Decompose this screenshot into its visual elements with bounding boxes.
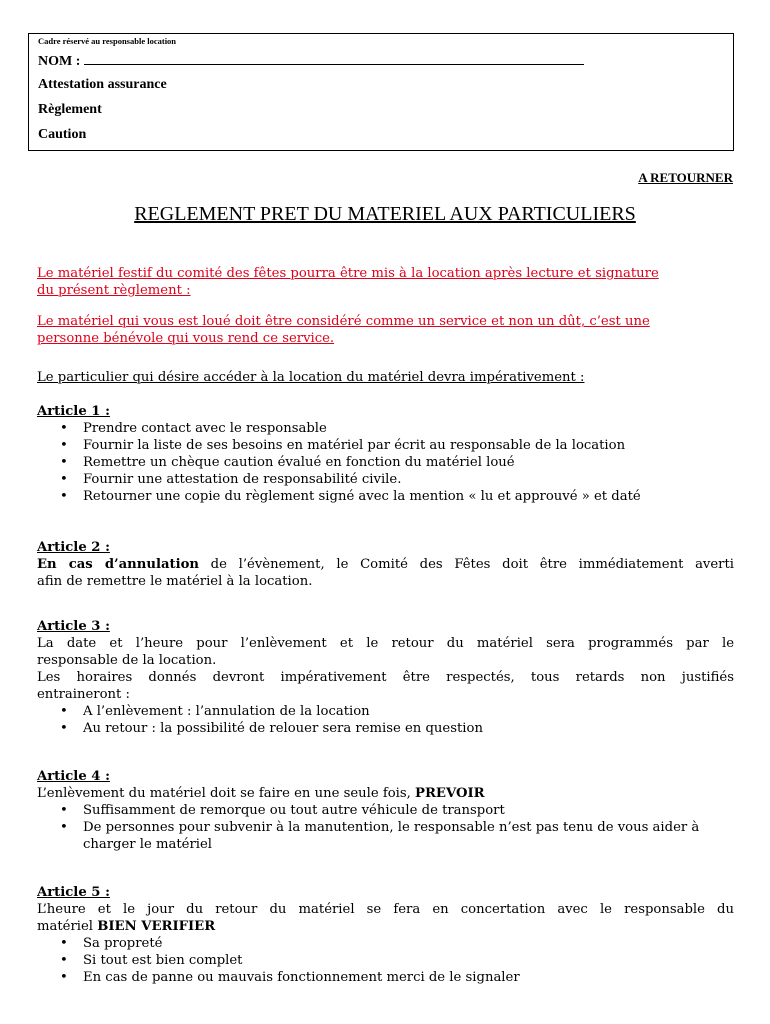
article-4-text-line [37, 785, 734, 802]
article-5-title: Article 5 : [37, 885, 110, 900]
list-item: • A l’enlèvement : l’annulation de la location [37, 703, 734, 720]
notice-1-line-2: du présent règlement : [37, 283, 191, 298]
article-2-title: Article 2 : [37, 540, 110, 555]
list-item: • Fournir une attestation de responsabilité civile. [37, 471, 734, 488]
article-5-text-line-2: matériel [37, 919, 98, 934]
notice-2-line-1: Le matériel qui vous est loué doit être considéré comme un service et non un dût, c’est une [37, 314, 650, 329]
list-item: • Retourner une copie du règlement signé avec la mention « lu et approuvé » et daté [37, 488, 734, 505]
article-3-list [37, 703, 734, 737]
document-title: REGLEMENT PRET DU MATERIEL AUX PARTICULIERS [134, 203, 636, 225]
article-3-title: Article 3 : [37, 619, 110, 634]
nom-line [84, 51, 584, 65]
article-4-bold-word: PREVOIR [415, 786, 485, 801]
list-item: • Suffisamment de remorque ou tout autre véhicule de transport [37, 802, 734, 819]
list-item: • En cas de panne ou mauvais fonctionnement merci de le signaler [37, 969, 734, 986]
article-4-text: L’enlèvement du matériel doit se faire en une seule fois, [37, 786, 416, 801]
article-4 [37, 768, 734, 853]
article-5-list [37, 935, 734, 986]
list-item: • Au retour : la possibilité de relouer sera remise en question [37, 720, 734, 737]
nom-row [38, 51, 584, 70]
list-item: • Remettre un chèque caution évalué en fonction du matériel loué [37, 454, 734, 471]
article-1-list [37, 420, 734, 505]
article-3-para-2-line-2: entraineront : [37, 687, 130, 702]
article-2-line-1 [37, 556, 734, 573]
article-5-text-line-1: L’heure et le jour du retour du matériel se fera en concertation avec le responsable du [37, 902, 734, 917]
list-item: • Fournir la liste de ses besoins en matériel par écrit au responsable de la location [37, 437, 734, 454]
article-4-title: Article 4 : [37, 769, 110, 784]
notice-1-line-1: Le matériel festif du comité des fêtes pourra être mis à la location après lecture et signature [37, 266, 659, 281]
article-3-para-1-line-1: La date et l’heure pour l’enlèvement et le retour du matériel sera programmés par le [37, 636, 734, 651]
article-2-text-1: de l’évènement, le Comité des Fêtes doit être immédiatement averti [198, 557, 735, 572]
list-item: • Prendre contact avec le responsable [37, 420, 734, 437]
box-item-assurance: Attestation assurance [38, 77, 167, 92]
article-1-title: Article 1 : [37, 404, 110, 419]
article-1 [37, 403, 734, 505]
nom-label: NOM : [38, 54, 81, 69]
notice-2-line-2: personne bénévole qui vous rend ce service. [37, 331, 335, 346]
intro-text: Le particulier qui désire accéder à la location du matériel devra impérativement : [37, 370, 585, 385]
article-4-list [37, 802, 734, 853]
return-label: A RETOURNER [638, 170, 733, 185]
article-5-bold-word: BIEN VERIFIER [97, 919, 216, 934]
list-item: • De personnes pour subvenir à la manutention, le responsable n’est pas tenu de vous aider à charger le matériel [37, 819, 734, 853]
notice-1 [37, 265, 734, 299]
article-5-text-line-2-row [37, 918, 734, 935]
list-item: • Sa propreté [37, 935, 734, 952]
notice-2 [37, 313, 734, 347]
article-3-para-1-line-2: responsable de la location. [37, 653, 217, 668]
list-item: • Si tout est bien complet [37, 952, 734, 969]
article-3 [37, 618, 734, 737]
box-item-reglement: Règlement [38, 102, 102, 117]
article-5 [37, 884, 734, 986]
article-2-line-2: afin de remettre le matériel à la location. [37, 574, 313, 589]
article-2-bold-lead: En cas d’annulation [37, 557, 199, 572]
box-item-caution: Caution [38, 127, 87, 142]
reserved-box [28, 33, 734, 151]
article-2 [37, 539, 734, 590]
article-3-para-2-line-1: Les horaires donnés devront impérativement être respectés, tous retards non justifiés [37, 670, 734, 685]
reserved-caption: Cadre réservé au responsable location [38, 36, 177, 46]
